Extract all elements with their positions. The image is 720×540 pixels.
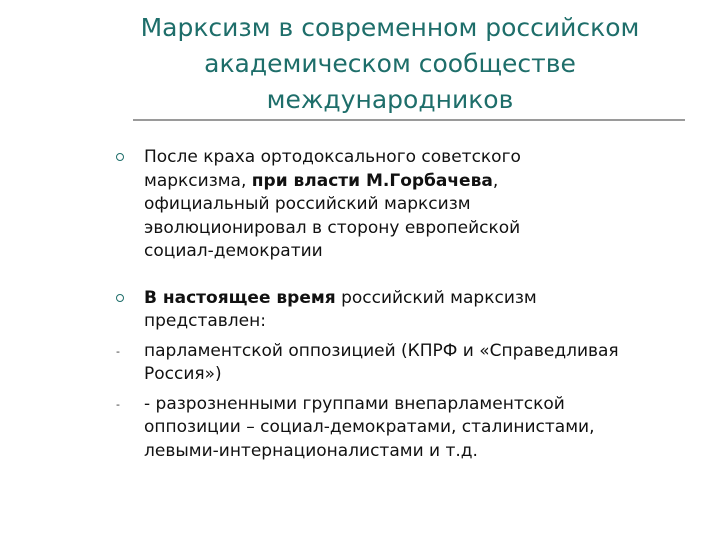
bullet-text-line: официальный российский марксизм (144, 194, 471, 214)
bullet-item (112, 287, 692, 334)
bullet-text-line: Россия») (144, 364, 222, 384)
circle-bullet-icon (116, 294, 124, 302)
title-divider (133, 119, 685, 121)
slide-body (112, 146, 692, 463)
bullet-text-line: левыми-интернационалистами и т.д. (144, 440, 478, 461)
slide-title (120, 10, 660, 118)
bullet-text-line: представлен: (144, 311, 266, 331)
dash-bullet-marker: - (116, 397, 120, 411)
bullet-text-line (144, 287, 692, 311)
bullet-text: марксизма, (144, 170, 252, 191)
circle-bullet-icon (116, 153, 124, 161)
bullet-text: российский марксизм (335, 287, 537, 308)
bullet-item (112, 146, 692, 264)
dash-bullet-marker: - (116, 344, 120, 358)
bullet-text-line: парламентской оппозицией (КПРФ и «Справедливая (144, 340, 619, 361)
bullet-text-line (144, 170, 692, 194)
title-line: международников (266, 85, 514, 114)
title-line: академическом сообществе (204, 49, 576, 78)
bullet-emphasis: В настоящее время (144, 287, 336, 308)
bullet-text-line: эволюционировал в сторону европейской (144, 217, 521, 238)
title-line: Марксизм в современном российском (140, 13, 640, 42)
bullet-emphasis: при власти М.Горбачева (251, 170, 493, 191)
bullet-text-line: социал-демократии (144, 241, 323, 261)
bullet-text-line: После краха ортодоксального советского (144, 147, 521, 167)
sub-bullet-item (112, 340, 692, 387)
bullet-text: , (492, 170, 499, 191)
sub-bullet-item (112, 393, 692, 464)
bullet-text-line: оппозиции – социал-демократами, сталинистами, (144, 417, 595, 437)
bullet-text-line: - разрозненными группами внепарламентской (144, 393, 565, 414)
